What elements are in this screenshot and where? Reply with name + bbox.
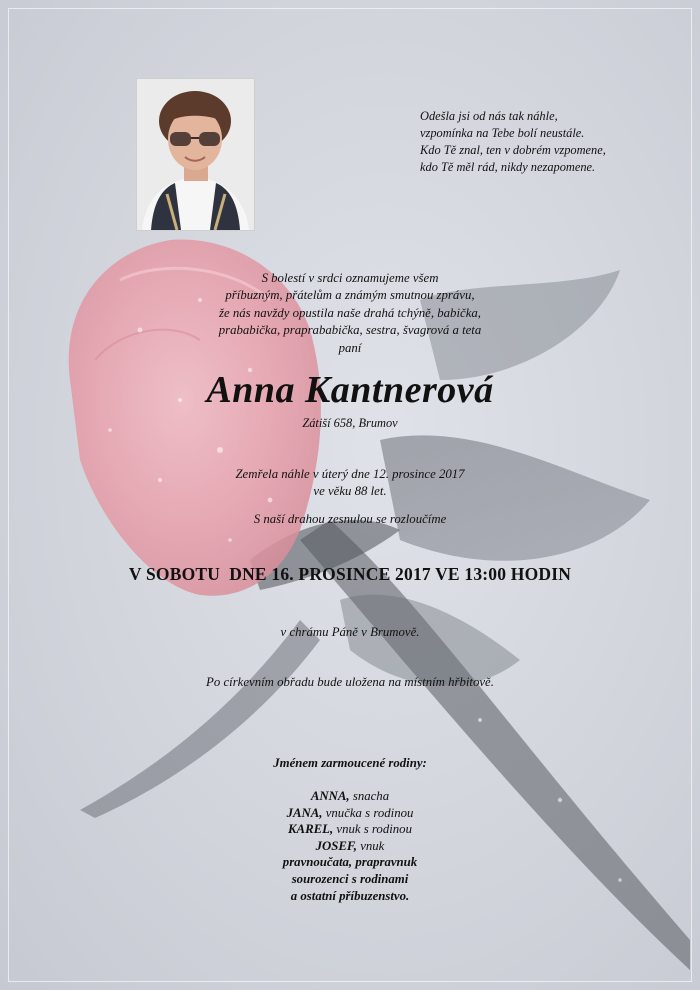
announcement-line: paní (338, 340, 362, 355)
member-relation: vnuk (360, 838, 385, 853)
quote-line: Odešla jsi od nás tak náhle, (420, 109, 558, 123)
deceased-address: Zátiší 658, Brumov (302, 416, 398, 430)
ceremony-place: v chrámu Páně v Brumově. (280, 625, 420, 639)
ceremony-datetime: V SOBOTU DNE 16. PROSINCE 2017 VE 13:00 HODIN (128, 564, 572, 584)
quote-line: kdo Tě měl rád, nikdy nezapomene. (420, 160, 596, 174)
deceased-name: Anna Kantnerová (206, 369, 494, 411)
member-name: KAREL, (288, 822, 334, 837)
rose-leaf-lower (340, 595, 520, 686)
member-relation: vnučka s rodinou (325, 805, 414, 820)
announcement-line: prababička, praprababička, sestra, švagrová a teta (218, 323, 482, 338)
family-list (0, 788, 700, 904)
member-name: ANNA, (310, 789, 350, 803)
member-name: JANA, (286, 805, 323, 820)
family-member (0, 821, 700, 838)
announcement-line: S bolestí v srdci oznamujeme všem (261, 271, 439, 285)
death-line: ve věku 88 let. (313, 484, 387, 498)
farewell-text: S naší drahou zesnulou se rozloučíme (253, 512, 447, 526)
member-relation: vnuk s rodinou (336, 822, 412, 837)
family-group: a ostatní příbuzenstvo. (290, 888, 410, 903)
announcement-line: že nás navždy opustila naše drahá tchýně, babička, (219, 305, 481, 320)
family-group: sourozenci s rodinami (291, 871, 409, 886)
death-info (0, 466, 700, 500)
memorial-quote (420, 108, 680, 176)
announcement-text (0, 270, 700, 357)
burial-info: Po církevním obřadu bude uložena na místním hřbitově. (206, 675, 494, 689)
family-member (0, 805, 700, 822)
quote-line: vzpomínka na Tebe bolí neustále. (420, 126, 585, 140)
quote-line: Kdo Tě znal, ten v dobrém vzpomene, (420, 143, 606, 157)
death-line: Zemřela náhle v úterý dne 12. prosince 2017 (235, 467, 465, 481)
member-relation: snacha (352, 789, 390, 803)
family-member (0, 788, 700, 805)
family-heading: Jménem zarmoucené rodiny: (273, 756, 427, 770)
announcement-line: příbuzným, přátelům a známým smutnou zprávu, (225, 288, 475, 303)
family-group: pravnoučata, prapravnuk (282, 855, 418, 870)
family-member (0, 838, 700, 855)
member-name: JOSEF, (315, 838, 357, 853)
portrait-photo (136, 78, 255, 231)
